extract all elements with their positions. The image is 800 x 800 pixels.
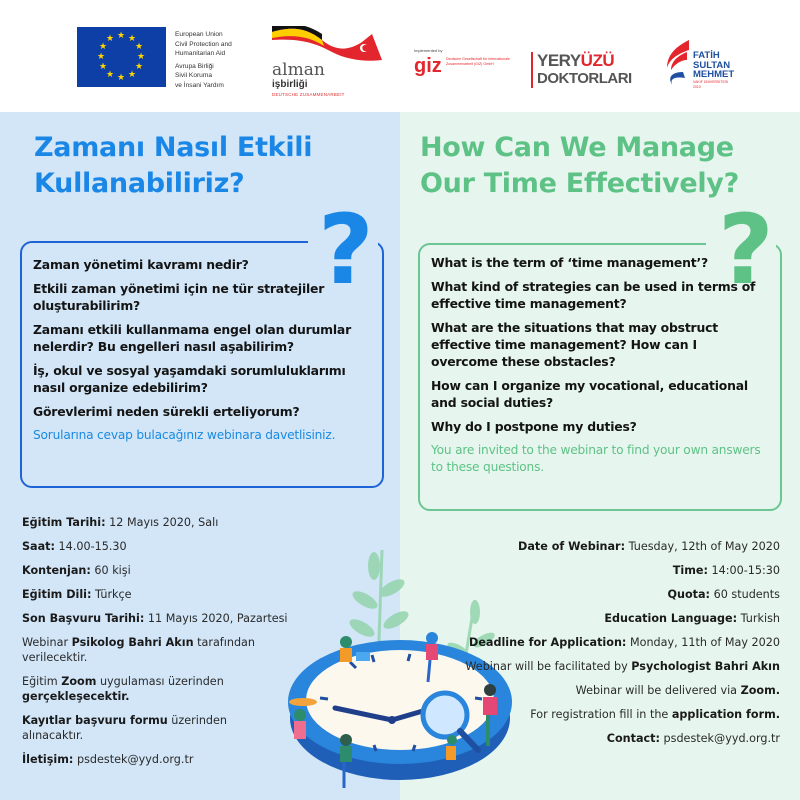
alman-word: alman	[272, 60, 325, 80]
contact-email-link[interactable]: psdestek@yyd.org.tr	[73, 753, 194, 766]
detail-deadline: Deadline for Application: Monday, 11th of May 2020	[469, 636, 780, 649]
fsm-university-logo	[663, 38, 743, 98]
eu-text-line: Avrupa Birliği	[175, 62, 214, 70]
yd-line1: YERYÜZÜ	[537, 51, 615, 70]
eu-text-line: ve İnsani Yardım	[175, 81, 224, 89]
detail-platform: Eğitim Zoom uygulaması üzerinden gerçekleşecektir.	[22, 675, 224, 703]
question-item: Zamanı etkili kullanmama engel olan durumlar nelerdir? Bu engelleri nasıl aşabilirim?	[33, 322, 351, 354]
question-item: What is the term of ‘time management’?	[431, 255, 708, 270]
question-mark-icon: ?	[318, 194, 374, 306]
english-questions-list	[431, 254, 761, 483]
giz-implemented-by: Implemented by	[414, 48, 443, 53]
detail-facilitator: Webinar will be facilitated by Psychologist Bahri Akın	[465, 660, 780, 673]
detail-deadline: Son Başvuru Tarihi: 11 Mayıs 2020, Pazartesi	[22, 612, 288, 625]
turkish-event-details	[22, 515, 312, 776]
logo-header	[0, 0, 800, 112]
eu-logo-text	[175, 30, 232, 90]
detail-language: Eğitim Dili: Türkçe	[22, 588, 132, 601]
question-item: What kind of strategies can be used in terms of effective time management?	[431, 279, 756, 311]
detail-facilitator: Webinar Psikolog Bahri Akın tarafından verilecektir.	[22, 636, 255, 664]
invite-text: Sorularına cevap bulacağınız webinara davetlisiniz.	[33, 428, 336, 442]
turkish-questions-list	[33, 256, 373, 451]
detail-time: Saat: 14.00-15.30	[22, 540, 127, 553]
alman-subtitle: işbirliği	[272, 79, 308, 90]
english-event-details	[440, 539, 780, 755]
yd-line2: DOKTORLARI	[537, 70, 632, 87]
detail-platform: Webinar will be delivered via Zoom.	[575, 684, 780, 697]
question-item: Görevlerimi neden sürekli erteliyorum?	[33, 404, 300, 419]
eu-text-line: European Union	[175, 31, 223, 38]
eu-text-line: Sivil Koruma	[175, 72, 213, 79]
fsm-text: FATİH SULTAN MEHMET VAKIF ÜNİVERSİTESİ 2010	[693, 50, 735, 89]
detail-time: Time: 14:00-15:30	[672, 564, 780, 577]
alman-isbirligi-logo	[272, 26, 387, 96]
question-item: How can I organize my vocational, educational and social duties?	[431, 378, 748, 410]
detail-quota: Quota: 60 students	[667, 588, 780, 601]
detail-date: Eğitim Tarihi: 12 Mayıs 2020, Salı	[22, 516, 219, 529]
detail-contact: Contact: psdestek@yyd.org.tr	[606, 732, 780, 745]
giz-wordmark: giz	[414, 55, 442, 77]
alman-tagline: DEUTSCHE ZUSAMMENARBEIT	[272, 92, 345, 97]
eu-text-line: Civil Protection and	[175, 40, 232, 48]
detail-registration: For registration fill in the application form.	[530, 708, 780, 721]
contact-email-link[interactable]: psdestek@yyd.org.tr	[659, 732, 780, 745]
detail-language: Education Language: Turkish	[604, 612, 780, 625]
detail-quota: Kontenjan: 60 kişi	[22, 564, 131, 577]
detail-date: Date of Webinar: Tuesday, 12th of May 2020	[518, 540, 780, 553]
detail-registration: Kayıtlar başvuru formu üzerinden alınacaktır.	[22, 714, 227, 742]
yeryuzu-doktorlari-logo	[531, 52, 632, 88]
eu-text-line: Humanitarian Aid	[175, 50, 226, 57]
question-item: Zaman yönetimi kavramı nedir?	[33, 257, 249, 272]
question-mark-icon: ?	[718, 194, 774, 306]
question-item: İş, okul ve sosyal yaşamdaki sorumluluklarımı nasıl organize edebilirim?	[33, 363, 346, 395]
eu-flag-icon: ★ ★ ★ ★ ★ ★ ★ ★ ★ ★ ★ ★	[77, 27, 166, 87]
english-title: How Can We Manage Our Time Effectively?	[420, 132, 739, 199]
giz-logo	[414, 48, 510, 77]
question-item: Etkili zaman yönetimi için ne tür stratejiler oluşturabilirim?	[33, 281, 325, 313]
detail-contact: İletişim: psdestek@yyd.org.tr	[22, 753, 194, 766]
question-item: What are the situations that may obstruct effective time management? How can I overcome these obstacles?	[431, 320, 718, 369]
turkish-title: Zamanı Nasıl Etkili Kullanabiliriz?	[34, 132, 313, 199]
giz-description: Deutsche Gesellschaft für Internationale Zusammenarbeit (GIZ) GmbH	[446, 57, 510, 66]
fsm-flame-icon	[663, 38, 693, 88]
german-turkish-flag-ribbon-icon	[272, 26, 387, 62]
invite-text: You are invited to the webinar to find your own answers to these questions.	[431, 443, 761, 474]
question-item: Why do I postpone my duties?	[431, 419, 637, 434]
